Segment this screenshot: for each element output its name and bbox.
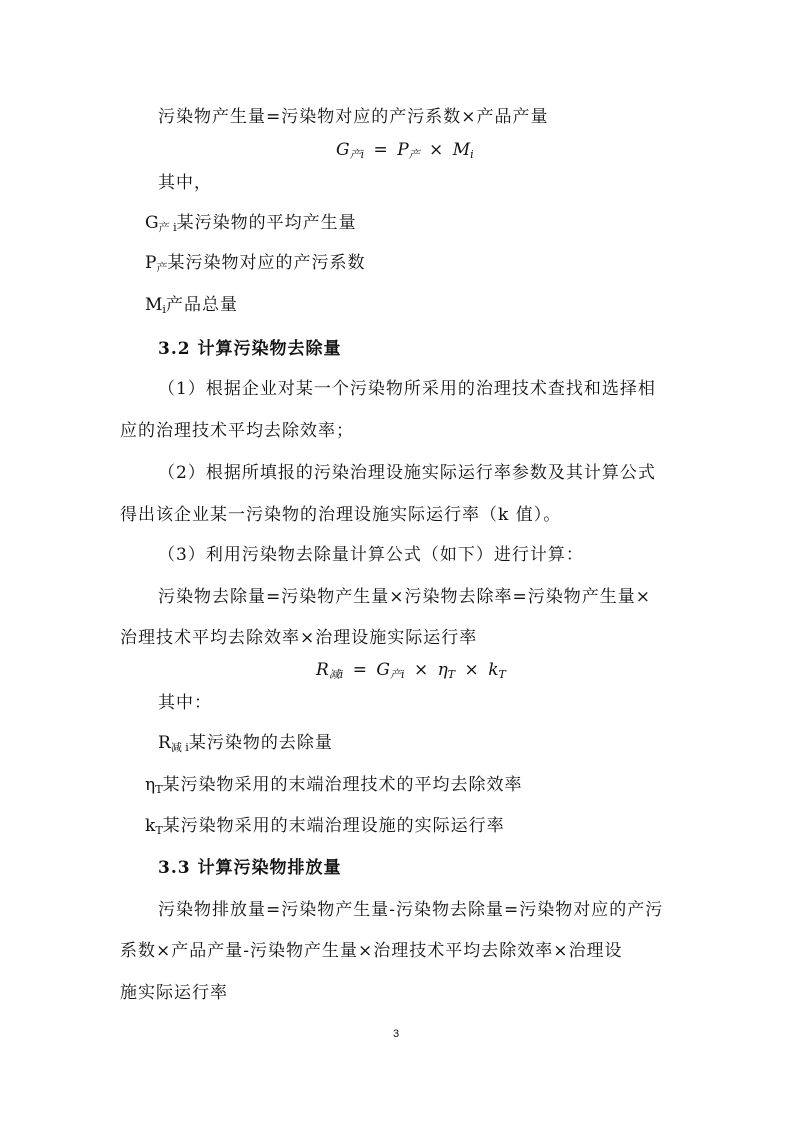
eq1-P: P xyxy=(397,140,409,160)
formula-1-text: 污染物产生量=污染物对应的产污系数×产品产量 xyxy=(158,107,549,127)
s32-formula-line2: 治理技术平均去除效率×治理设施实际运行率 xyxy=(120,628,478,648)
eq2-eta: η xyxy=(437,660,448,680)
eq2-G-sub: 产i xyxy=(390,668,405,681)
def-text: 某污染物采用的末端治理技术的平均去除效率 xyxy=(162,775,523,795)
def-symbol: G xyxy=(145,213,159,233)
eq1-M: M xyxy=(452,140,471,160)
section-3-2-heading: 3.2 计算污染物去除量 xyxy=(158,339,342,359)
s33-line2: 系数×产品产量-污染物产生量×治理技术平均去除效率×治理设 xyxy=(120,941,623,961)
s32-p1-line2: 应的治理技术平均去除效率； xyxy=(120,421,354,441)
equation-1 xyxy=(336,137,474,168)
eq1-equals: = xyxy=(373,140,388,160)
def-text: 某污染物对应的产污系数 xyxy=(167,253,366,273)
def-symbol: R xyxy=(158,733,171,753)
def-symbol-sub: T xyxy=(155,824,163,837)
eq1-G-sub: 产i xyxy=(349,148,365,161)
eq1-times: × xyxy=(429,140,444,160)
def-text: 产品总量 xyxy=(165,295,238,315)
s33-line1: 污染物排放量=污染物产生量-污染物去除量=污染物对应的产污 xyxy=(158,900,664,920)
def-symbol-sub: 产 i xyxy=(158,221,177,234)
eq1-M-sub: i xyxy=(470,148,474,161)
definition-6 xyxy=(145,813,505,844)
definition-1 xyxy=(145,210,357,241)
eq2-G: G xyxy=(376,660,390,680)
s32-p2-line1: （2）根据所填报的污染治理设施实际运行率参数及其计算公式 xyxy=(158,463,656,483)
eq2-k: k xyxy=(488,660,499,680)
def-symbol-sub: i xyxy=(162,303,166,316)
eq2-eta-sub: T xyxy=(447,668,456,681)
definition-5 xyxy=(145,772,523,803)
def-symbol: η xyxy=(145,775,156,795)
s33-line3: 施实际运行率 xyxy=(120,983,228,1003)
def-symbol: M xyxy=(145,295,163,315)
eq1-P-sub: 产 xyxy=(408,148,420,161)
eq2-times-1: × xyxy=(413,660,429,680)
eq2-k-sub: T xyxy=(498,668,506,681)
eq1-G: G xyxy=(336,140,350,160)
eq2-times-2: × xyxy=(464,660,479,680)
where-label-2: 其中： xyxy=(158,693,212,713)
s32-p1-line1: （1）根据企业对某一个污染物所采用的治理技术查找和选择相 xyxy=(158,379,656,399)
definition-2 xyxy=(145,250,365,281)
def-symbol-sub: T xyxy=(155,783,163,796)
def-symbol: P xyxy=(145,253,157,273)
def-symbol-sub: 减 i xyxy=(170,741,189,754)
eq2-R-sub: 减i xyxy=(328,668,344,681)
definition-4 xyxy=(158,730,333,761)
s32-p2-line2: 得出该企业某一污染物的治理设施实际运行率（k 值）。 xyxy=(120,505,562,525)
page-number: 3 xyxy=(393,1028,400,1040)
equation-2 xyxy=(316,657,506,688)
def-symbol: k xyxy=(145,816,156,836)
eq2-R: R xyxy=(316,660,329,680)
def-symbol-sub: 产 xyxy=(156,261,168,274)
section-3-3-heading: 3.3 计算污染物排放量 xyxy=(158,858,342,878)
def-text: 某污染物的平均产生量 xyxy=(176,213,357,233)
where-label-1: 其中， xyxy=(158,173,212,193)
definition-3 xyxy=(145,292,238,323)
def-text: 某污染物采用的末端治理设施的实际运行率 xyxy=(162,816,505,836)
s32-p3: （3）利用污染物去除量计算公式（如下）进行计算： xyxy=(158,545,584,565)
def-text: 某污染物的去除量 xyxy=(188,733,333,753)
s32-formula-line1: 污染物去除量=污染物产生量×污染物去除率=污染物产生量× xyxy=(158,587,651,607)
eq2-equals: = xyxy=(352,660,367,680)
